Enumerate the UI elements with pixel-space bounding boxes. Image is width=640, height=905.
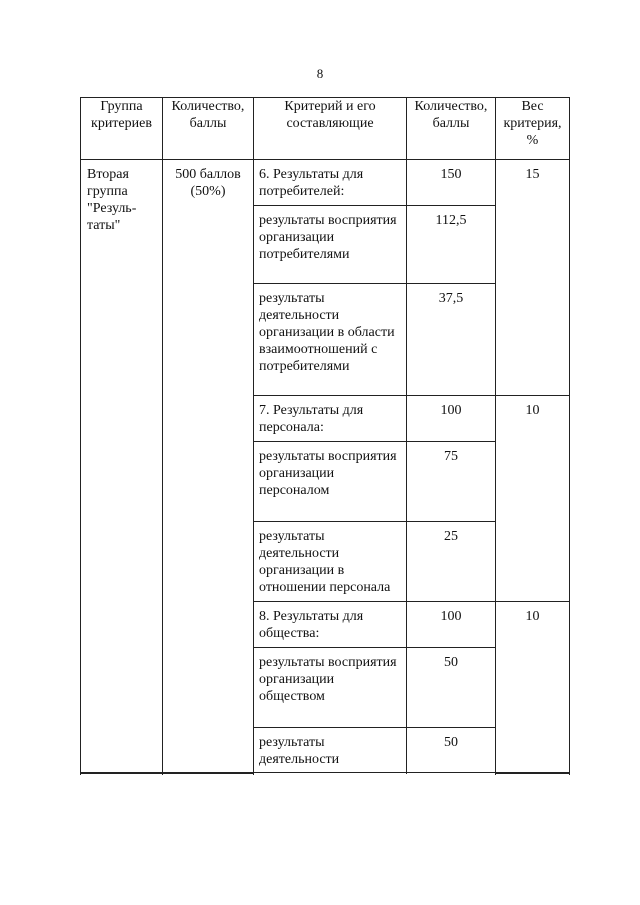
table-row: [81, 160, 570, 206]
component-points: 112,5: [407, 206, 496, 284]
group-total-cell: 500 баллов (50%): [163, 160, 254, 774]
component-points: 37,5: [407, 284, 496, 396]
header-criteria-group: Группа критериев: [81, 98, 163, 160]
component-points: 50: [407, 728, 496, 774]
component-label: результаты восприятия организации потребителями: [254, 206, 407, 284]
criterion-points: 100: [407, 396, 496, 442]
component-label: результаты восприятия организации обществом: [254, 648, 407, 728]
criterion-points: 100: [407, 602, 496, 648]
component-points: 50: [407, 648, 496, 728]
component-label: результаты деятельности: [254, 728, 407, 774]
table-header-row: [81, 98, 570, 160]
component-label: результаты восприятия организации персоналом: [254, 442, 407, 522]
criterion-points: 150: [407, 160, 496, 206]
header-criterion: Критерий и его составляющие: [254, 98, 407, 160]
component-points: 75: [407, 442, 496, 522]
criterion-weight: 10: [496, 396, 570, 602]
criterion-weight: 15: [496, 160, 570, 396]
group-name-cell: Вторая группа "Резуль-таты": [81, 160, 163, 774]
criteria-table: [80, 97, 570, 774]
page-number: 8: [316, 66, 324, 81]
component-label: результаты деятельности организации в области взаимоотношений с потребителями: [254, 284, 407, 396]
criterion-title: 7. Результаты для персонала:: [254, 396, 407, 442]
header-group-points: Количество, баллы: [163, 98, 254, 160]
component-points: 25: [407, 522, 496, 602]
header-criterion-points: Количество, баллы: [407, 98, 496, 160]
criterion-title: 6. Результаты для потребителей:: [254, 160, 407, 206]
component-label: результаты деятельности организации в отношении персонала: [254, 522, 407, 602]
criterion-title: 8. Результаты для общества:: [254, 602, 407, 648]
header-criterion-weight: Вес критерия, %: [496, 98, 570, 160]
criterion-weight: 10: [496, 602, 570, 774]
table-bottom-border: [80, 772, 569, 773]
